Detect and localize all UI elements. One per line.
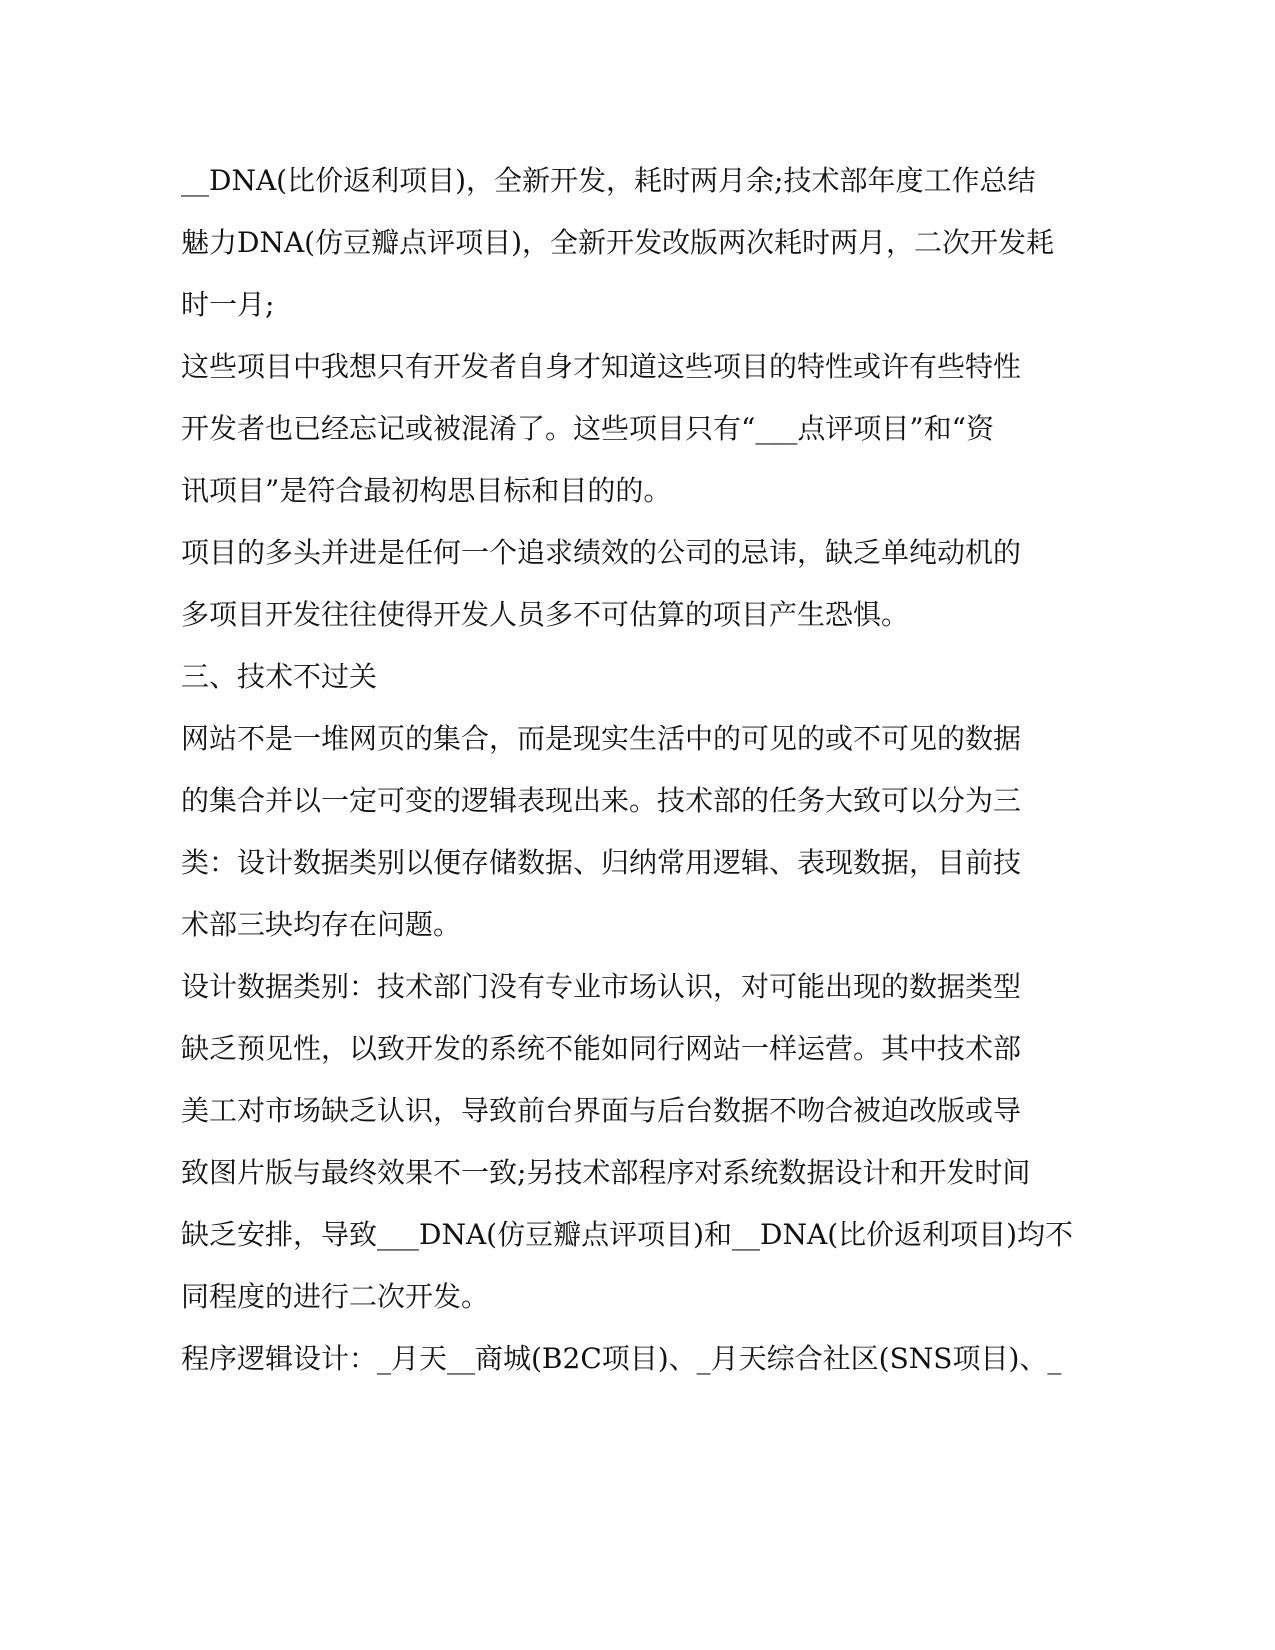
text-line: 致图片版与最终效果不一致;另技术部程序对系统数据设计和开发时间 [181,1156,1031,1189]
text-line: __DNA(比价返利项目)，全新开发，耗时两月余;技术部年度工作总结 [181,164,1036,197]
text-line: 设计数据类别：技术部门没有专业市场认识，对可能出现的数据类型 [181,970,1022,1003]
text-line: 缺乏预见性，以致开发的系统不能如同行网站一样运营。其中技术部 [181,1032,1022,1065]
text-line: 网站不是一堆网页的集合，而是现实生活中的可见的或不可见的数据 [181,722,1022,755]
text-line: 讯项目”是符合最初构思目标和目的的。 [181,474,672,507]
text-line: 的集合并以一定可变的逻辑表现出来。技术部的任务大致可以分为三 [181,784,1022,817]
text-line: 这些项目中我想只有开发者自身才知道这些项目的特性或许有些特性 [181,350,1022,383]
text-line: 多项目开发往往使得开发人员多不可估算的项目产生恐惧。 [181,598,910,631]
text-line: 程序逻辑设计：_月天__商城(B2C项目)、_月天综合社区(SNS项目)、_ [181,1342,1062,1375]
section-heading: 三、技术不过关 [181,660,378,693]
text-line: 项目的多头并进是任何一个追求绩效的公司的忌讳，缺乏单纯动机的 [181,536,1022,569]
text-line: 类：设计数据类别以便存储数据、归纳常用逻辑、表现数据，目前技 [181,846,1022,879]
text-line: 时一月; [181,288,275,321]
text-line: 缺乏安排，导致___DNA(仿豆瓣点评项目)和__DNA(比价返利项目)均不 [181,1218,1074,1251]
text-line: 术部三块均存在问题。 [181,908,462,941]
text-line: 开发者也已经忘记或被混淆了。这些项目只有“___点评项目”和“资 [181,412,994,445]
text-line: 美工对市场缺乏认识，导致前台界面与后台数据不吻合被迫改版或导 [181,1094,1022,1127]
document-body [181,150,1074,1390]
text-line: 魅力DNA(仿豆瓣点评项目)，全新开发改版两次耗时两月，二次开发耗 [181,226,1055,259]
text-line: 同程度的进行二次开发。 [181,1280,490,1313]
